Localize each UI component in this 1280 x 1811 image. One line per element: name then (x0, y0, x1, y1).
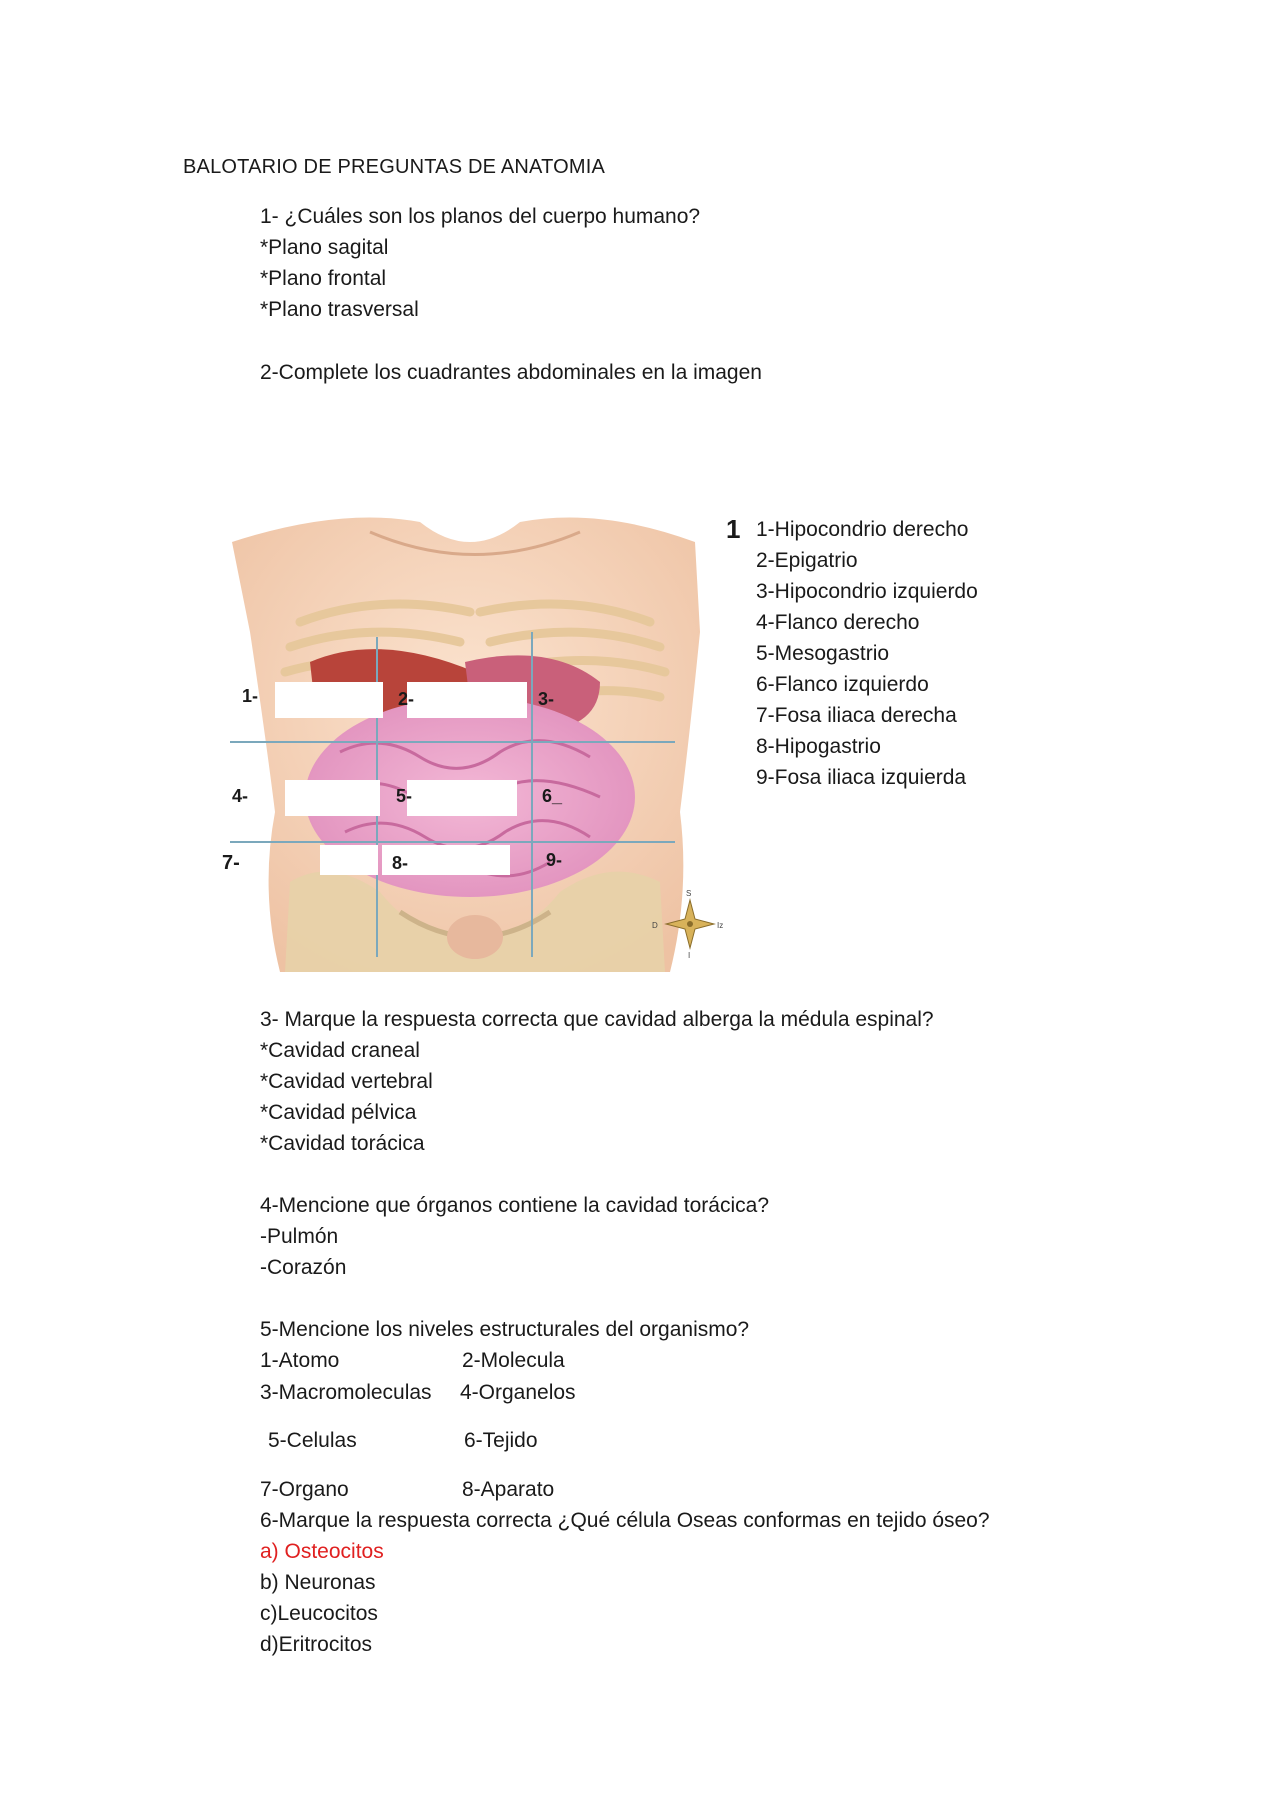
compass-label: I (688, 951, 691, 960)
q5-level: 7-Organo (260, 1478, 349, 1501)
q3-answer: *Cavidad craneal (260, 1039, 420, 1062)
box-label: 3- (538, 689, 555, 709)
legend-number: 1 (726, 514, 741, 544)
q5-level: 2-Molecula (462, 1349, 565, 1372)
question-4: 4-Mencione que órganos contiene la cavidad torácica? (260, 1194, 769, 1217)
legend-item: 5-Mesogastrio (756, 642, 890, 665)
legend-item: 4-Flanco derecho (756, 611, 920, 634)
question-6: 6-Marque la respuesta correcta ¿Qué célula Oseas conformas en tejido óseo? (260, 1509, 990, 1532)
box-label: 7- (222, 852, 240, 874)
q6-option: c)Leucocitos (260, 1602, 378, 1625)
compass-label: Iz (717, 921, 724, 930)
q6-option: b) Neuronas (260, 1571, 376, 1594)
q6-option-correct: a) Osteocitos (260, 1540, 384, 1563)
q5-level: 3-Macromoleculas (260, 1381, 432, 1404)
box-label: 4- (232, 786, 249, 806)
q5-level: 5-Celulas (268, 1429, 357, 1452)
legend-item: 2-Epigatrio (756, 549, 858, 572)
q4-answer: -Corazón (260, 1256, 347, 1279)
question-2: 2-Complete los cuadrantes abdominales en la imagen (260, 361, 762, 384)
box-label: 2- (398, 689, 415, 709)
compass-label: D (652, 921, 658, 930)
q1-answer: *Plano sagital (260, 236, 389, 259)
box-label: 5- (396, 786, 413, 806)
question-1: 1- ¿Cuáles son los planos del cuerpo humano? (260, 205, 701, 228)
q3-answer: *Cavidad vertebral (260, 1070, 433, 1093)
box-label: 9- (546, 850, 563, 870)
q3-answer: *Cavidad pélvica (260, 1101, 417, 1124)
question-5: 5-Mencione los niveles estructurales del organismo? (260, 1318, 750, 1341)
abdominal-quadrants-figure (220, 512, 730, 972)
page-title: BALOTARIO DE PREGUNTAS DE ANATOMIA (183, 156, 606, 178)
box-label: 8- (392, 853, 409, 873)
legend-item: 3-Hipocondrio izquierdo (756, 580, 978, 603)
q6-option: d)Eritrocitos (260, 1633, 373, 1656)
torso-illustration (232, 518, 700, 973)
q5-level: 1-Atomo (260, 1349, 340, 1372)
legend-item: 7-Fosa iliaca derecha (756, 704, 957, 727)
legend-item: 6-Flanco izquierdo (756, 673, 929, 696)
q4-answer: -Pulmón (260, 1225, 339, 1248)
q1-answer: *Plano trasversal (260, 298, 419, 321)
q5-level: 4-Organelos (460, 1381, 576, 1404)
q5-level: 8-Aparato (462, 1478, 555, 1501)
question-3: 3- Marque la respuesta correcta que cavidad alberga la médula espinal? (260, 1008, 934, 1031)
compass-label: S (686, 889, 692, 898)
q5-level: 6-Tejido (464, 1429, 538, 1452)
legend-item: 9-Fosa iliaca izquierda (756, 766, 967, 789)
q1-answer: *Plano frontal (260, 267, 387, 290)
q3-answer: *Cavidad torácica (260, 1132, 425, 1155)
box-label: 6_ (542, 786, 563, 806)
box-label: 1- (242, 686, 259, 706)
legend-item: 8-Hipogastrio (756, 735, 881, 758)
legend-item: 1-Hipocondrio derecho (756, 518, 969, 541)
